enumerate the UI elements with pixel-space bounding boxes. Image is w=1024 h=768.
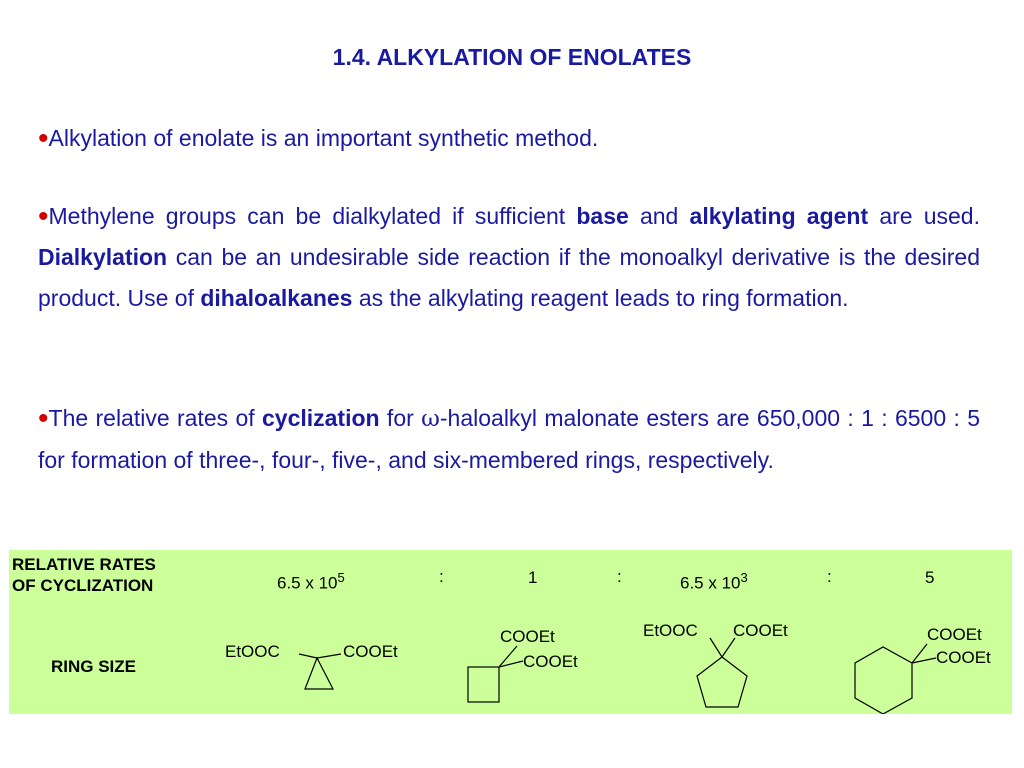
bond — [299, 654, 317, 658]
cyclopentane-ring — [697, 657, 747, 707]
ratio-separator: : — [827, 567, 832, 586]
struct5-right-ester: COOEt — [733, 621, 788, 640]
bullet-paragraph-3 — [38, 398, 980, 481]
bullet-icon: • — [38, 200, 49, 233]
bond — [710, 638, 722, 657]
text: are used. — [868, 203, 980, 229]
label-line: OF CYCLIZATION — [12, 576, 154, 595]
struct5-left-ester: EtOOC — [643, 621, 698, 640]
ratio-separator: : — [617, 567, 622, 586]
bond — [317, 654, 341, 658]
term-dialkylation: Dialkylation — [38, 244, 168, 270]
rate-base: 6.5 x 10 — [277, 573, 338, 593]
text: and — [628, 203, 690, 229]
bond — [722, 638, 735, 657]
cyclobutane-ring — [468, 667, 499, 702]
rate-exponent: 3 — [740, 570, 748, 585]
bullet-1-text: Alkylation of enolate is an important synthetic method. — [48, 125, 599, 151]
struct4-bottom-ester: COOEt — [523, 652, 578, 671]
struct4-top-ester: COOEt — [500, 627, 555, 646]
text: for — [379, 405, 422, 431]
rate-exponent: 5 — [337, 570, 345, 585]
rate-base: 6.5 x 10 — [680, 573, 741, 593]
cyclopropane-ring — [305, 658, 333, 689]
struct6-bottom-ester: COOEt — [936, 648, 991, 667]
term-alkylating-agent: alkylating agent — [689, 203, 869, 229]
struct6-top-ester: COOEt — [927, 625, 982, 644]
text: Methylene groups can be dialkylated if sufficient — [48, 203, 577, 229]
term-cyclization: cyclization — [261, 405, 380, 431]
bullet-paragraph-2 — [38, 196, 980, 319]
text: -haloalkyl malonate esters are 650,000 : 1 : 6500 : 5 for formation of three-, four-, five-, and six-membered rings, respectively. — [38, 405, 981, 473]
page-title: 1.4. ALKYLATION OF ENOLATES — [332, 44, 692, 70]
text: The relative rates of — [48, 405, 262, 431]
rate-six-membered: 5 — [925, 568, 935, 587]
bullet-icon: • — [38, 122, 49, 155]
label-line: RELATIVE RATES — [12, 555, 156, 574]
term-dihaloalkanes: dihaloalkanes — [200, 285, 353, 311]
term-base: base — [576, 203, 629, 229]
ring-size-label: RING SIZE — [51, 657, 137, 676]
cyclization-rates-panel — [9, 550, 1012, 714]
text: can be an undesirable side reaction if the monoalkyl derivative is the desired product. Use of — [38, 244, 980, 311]
bond — [499, 646, 517, 667]
omega-symbol: ω — [421, 406, 440, 432]
bullet-icon: • — [38, 402, 49, 435]
rate-four-membered: 1 — [528, 568, 538, 587]
struct3-left-ester: EtOOC — [225, 642, 280, 661]
bullet-paragraph-1 — [38, 118, 980, 159]
struct3-right-ester: COOEt — [343, 642, 398, 661]
ratio-separator: : — [439, 567, 444, 586]
ring-structures — [9, 550, 1012, 714]
cyclohexane-ring — [855, 647, 912, 714]
text: as the alkylating reagent leads to ring formation. — [352, 285, 849, 311]
